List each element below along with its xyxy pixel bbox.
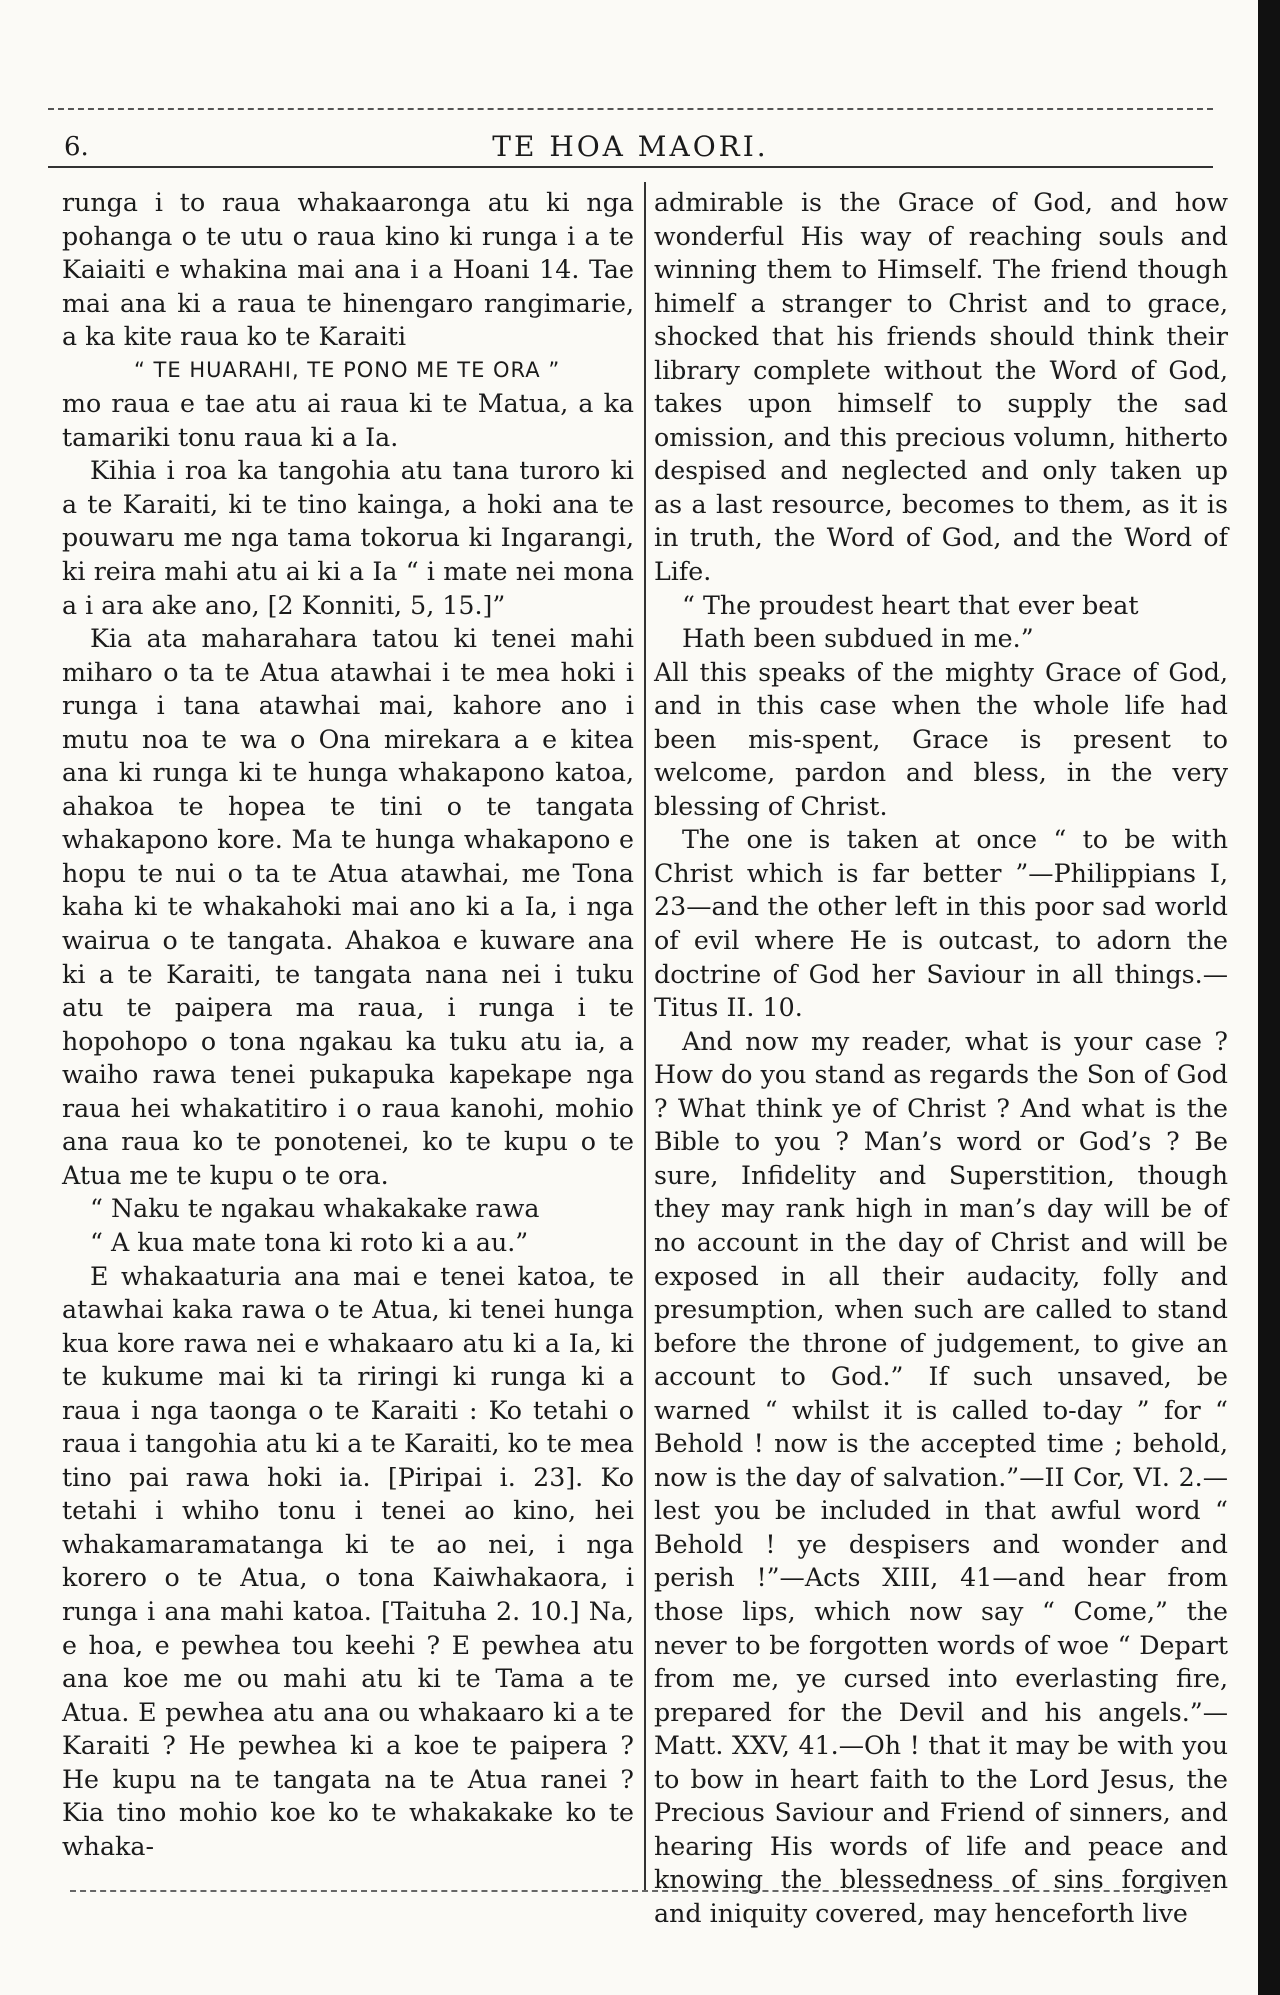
left-verse-2: “ A kua mate tona ki roto ki a au.” [90, 1227, 529, 1257]
page-number: 6. [64, 132, 89, 162]
paper-title: TE HOA MAORI. [492, 130, 769, 163]
right-verse-1: “ The proudest heart that ever beat [682, 590, 1139, 620]
left-paragraph-2: mo raua e tae atu ai raua ki te Matua, a ka tamariki tonu raua ki a Ia. [62, 389, 634, 452]
left-paragraph-5: E whakaaturia ana mai e tenei katoa, te atawhai kaka rawa o te Atua, ki tenei hunga kua kore rawa nei e whakaaro atu ki a Ia, ki te kukume mai ki ta riringi ki runga ki a raua i nga taonga o te Karaiti : Ko tetahi o raua i tangohia atu ki a te Karaiti, ko te mea tino pai rawa hoki ia. [Piripai i. 23]. Ko tetahi i whiho tonu i tenei ao kino, hei whakamaramatanga ki te ao nei, i nga korero o te Atua, o tona Kaiwhakaora, i runga i ana mahi katoa. [Taituha 2. 10.] Na, e hoa, e pewhea tou keehi ? E pewhea atu ana koe me ou mahi atu ki te Tama a te Atua. E pewhea atu ana ou whakaaro ki a te Karaiti ? He pewhea ki a koe te paipera ? He kupu na te tangata na te Atua ranei ? Kia tino mohio koe ko te whakakake ko te whaka- [62, 1261, 634, 1861]
bottom-rule [70, 1890, 1210, 1892]
newspaper-page [40, 0, 1228, 1995]
right-paragraph-2: All this speaks of the mighty Grace of God, and in this case when the whole life had been mis-spent, Grace is present to welcome, pardon and bless, in the very blessing of Christ. [654, 657, 1228, 821]
left-verse-1: “ Naku te ngakau whakakake rawa [90, 1194, 540, 1224]
right-paragraph-3: The one is taken at once “ to be with Christ which is far better ”—Philippians I, 23—and the other left in this poor sad world of evil where He is outcast, to adorn the doctrine of God her Saviour in all things.—Titus II. 10. [654, 825, 1228, 1023]
left-paragraph-3: Kihia i roa ka tangohia atu tana turoro ki a te Karaiti, ki te tino kainga, a hoki ana te pouwaru me nga tama tokorua ki Ingarangi, ki reira mahi atu ai ki a Ia “ i mate nei mona a i ara ake ano, [2 Konniti, 5, 15.]” [62, 456, 634, 620]
right-column [654, 186, 1228, 1928]
left-paragraph-4: Kia ata maharahara tatou ki tenei mahi miharo o ta te Atua atawhai i te mea hoki i runga i tana atawhai mai, kahore ano i mutu noa te wa o Ona mirekara a e kitea ana ki runga ki te hunga whakapono katoa, ahakoa te hopea te tini o te tangata whakapono kore. Ma te hunga whakapono e hopu te nui o ta te Atua atawhai, me Tona kaha ki te whakahoki mai ano ki a Ia, i nga wairua o te tangata. Ahakoa e kuware ana ki a te Karaiti, te tangata nana nei i tuku atu te paipera ma raua, i runga i te hopohopo o tona ngakau ka tuku atu ia, a waiho rawa tenei pukapuka kapekape nga raua hei whakatitiro i o raua kanohi, mohio ana raua ko te ponotenei, ko te kupu o te Atua me te kupu o te ora. [62, 624, 634, 1190]
right-paragraph-4: And now my reader, what is your case ? How do you stand as regards the Son of God ? What think ye of Christ ? And what is the Bible to you ? Man’s word or God’s ? Be sure, Infidelity and Superstition, though they may rank high in man’s day will be of no account in the day of Christ and will be exposed in all their audacity, folly and presumption, when such are called to stand before the throne of judgement, to give an account to God.” If such unsaved, be warned “ whilst it is called to-day ” for “ Behold ! now is the accepted time ; behold, now is the day of salvation.”—II Cor, VI. 2.—lest you be included in that awful word “ Behold ! ye despisers and wonder and perish !”—Acts XIII, 41—and hear from those lips, which now say “ Come,” the never to be forgotten words of woe “ Depart from me, ye cursed into everlasting fire, prepared for the Devil and his angels.”—Matt. XXV, 41.—Oh ! that it may be with you to bow in heart faith to the Lord Jesus, the Precious Saviour and Friend of sinners, and hearing His words of life and peace and knowing the blessedness of sins forgiven and iniquity covered, may henceforth live [654, 1026, 1228, 1928]
left-column [62, 186, 634, 1886]
scan-edge-bar [1258, 0, 1280, 1995]
right-paragraph-1: admirable is the Grace of God, and how wonderful His way of reaching souls and winning them to Himself. The friend though himelf a stranger to Christ and to grace, shocked that his friends should think their library complete without the Word of God, takes upon himself to supply the sad omission, and this precious volumn, hitherto despised and neglected and only taken up as a last resource, becomes to them, as it is in truth, the Word of God, and the Word of Life. [654, 188, 1228, 587]
page-header [48, 108, 1213, 168]
left-paragraph-1: runga i to raua whakaaronga atu ki nga pohanga o te utu o raua kino ki runga i a te Kaiaiti e whakina mai ana i a Hoani 14. Tae mai ana ki a raua te hinengaro rangimarie, a ka kite raua ko te Karaiti [62, 188, 634, 352]
right-verse-2: Hath been subdued in me.” [682, 624, 1034, 654]
column-divider [644, 182, 646, 1892]
motto-line: “ TE HUARAHI, TE PONO ME TE ORA ” [134, 357, 561, 382]
